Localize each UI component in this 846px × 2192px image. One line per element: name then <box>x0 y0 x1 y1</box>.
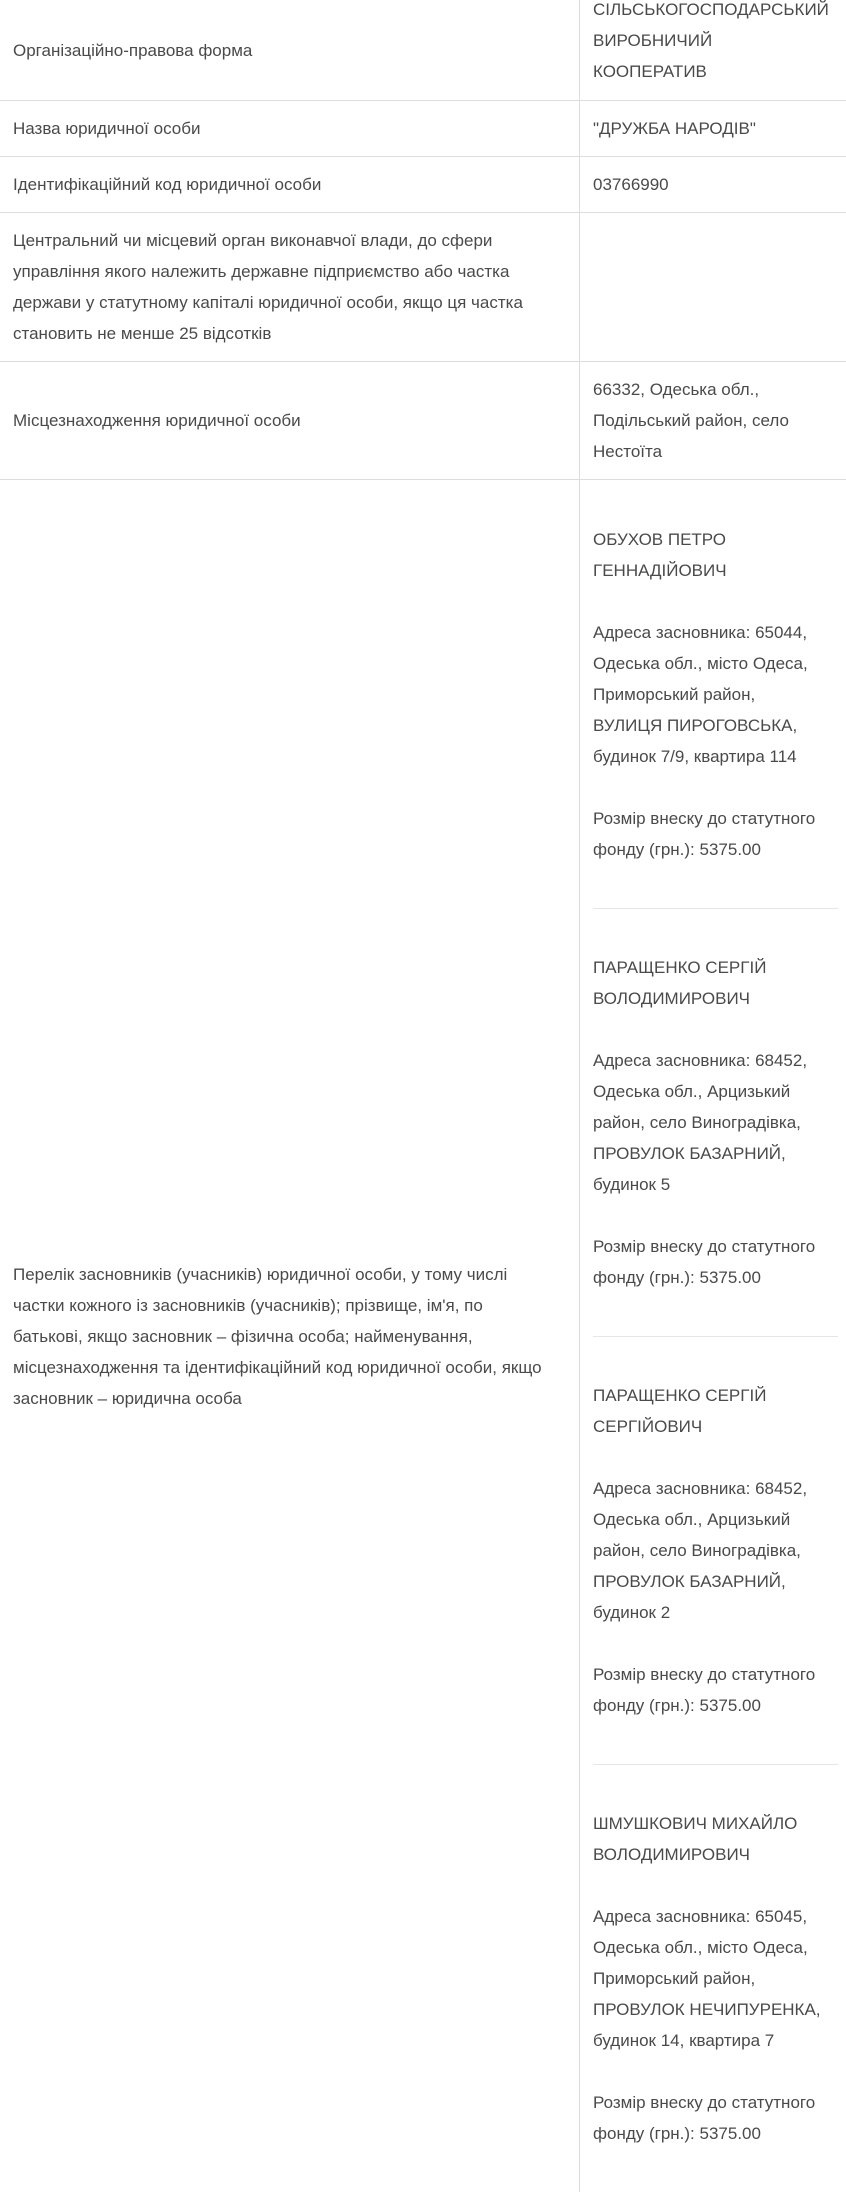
row-value <box>580 213 846 361</box>
founder-address: Адреса засновника: 68452, Одеська обл., Арцизький район, село Виноградівка, ПРОВУЛОК БАЗАРНИЙ, будинок 2 <box>593 1479 808 1622</box>
row-label: Центральний чи місцевий орган виконавчої влади, до сфери управління якого належить державне підприємство або частка держави у статутному капіталі юридичної особи, якщо ця частка становить не менше 25 відсотків <box>0 213 580 361</box>
founder-entry <box>593 921 838 1337</box>
row-entity-name <box>0 101 846 157</box>
founder-contribution: Розмір внеску до статутного фонду (грн.): 5375.00 <box>593 2093 816 2143</box>
row-identification-code <box>0 157 846 213</box>
founders-list <box>580 480 846 2192</box>
founder-address: Адреса засновника: 68452, Одеська обл., Арцизький район, село Виноградівка, ПРОВУЛОК БАЗАРНИЙ, будинок 5 <box>593 1051 808 1194</box>
row-governing-authority <box>0 213 846 362</box>
row-label: Назва юридичної особи <box>0 101 580 156</box>
row-label: Організаційно-правова форма <box>0 0 580 100</box>
row-label: Ідентифікаційний код юридичної особи <box>0 157 580 212</box>
founder-name: ПАРАЩЕНКО СЕРГІЙ СЕРГІЙОВИЧ <box>593 1386 767 1436</box>
founder-address: Адреса засновника: 65045, Одеська обл., місто Одеса, Приморський район, ПРОВУЛОК НЕЧИПУРЕНКА, будинок 14, квартира 7 <box>593 1907 821 2050</box>
row-label: Місцезнаходження юридичної особи <box>0 362 580 479</box>
founder-address: Адреса засновника: 65044, Одеська обл., місто Одеса, Приморський район, ВУЛИЦЯ ПИРОГОВСЬКА, будинок 7/9, квартира 114 <box>593 623 808 766</box>
founder-contribution: Розмір внеску до статутного фонду (грн.): 5375.00 <box>593 1665 816 1715</box>
row-location <box>0 362 846 480</box>
row-value: 66332, Одеська обл., Подільський район, село Нестоїта <box>593 380 789 461</box>
founder-contribution: Розмір внеску до статутного фонду (грн.): 5375.00 <box>593 1237 816 1287</box>
row-label: Перелік засновників (учасників) юридичної особи, у тому числі частки кожного із засновників (учасників); прізвище, ім'я, по батькові, якщо засновник – фізична особа; найменування, місцезнаходження та ідентифікаційний код юридичної особи, якщо засновник – юридична особа <box>0 480 580 2192</box>
row-founders <box>0 480 846 2192</box>
row-value: СІЛЬСЬКОГОСПОДАРСЬКИЙ ВИРОБНИЧИЙ КООПЕРАТИВ <box>593 0 829 81</box>
founder-contribution: Розмір внеску до статутного фонду (грн.): 5375.00 <box>593 809 816 859</box>
row-legal-form <box>0 0 846 101</box>
founder-name: ОБУХОВ ПЕТРО ГЕННАДІЙОВИЧ <box>593 530 727 580</box>
row-value: 03766990 <box>593 175 669 194</box>
founder-entry <box>593 1349 838 1765</box>
founder-name: ШМУШКОВИЧ МИХАЙЛО ВОЛОДИМИРОВИЧ <box>593 1814 798 1864</box>
founder-entry <box>593 493 838 909</box>
founder-entry <box>593 1777 838 2192</box>
founder-name: ПАРАЩЕНКО СЕРГІЙ ВОЛОДИМИРОВИЧ <box>593 958 767 1008</box>
row-value: "ДРУЖБА НАРОДІВ" <box>593 119 756 138</box>
